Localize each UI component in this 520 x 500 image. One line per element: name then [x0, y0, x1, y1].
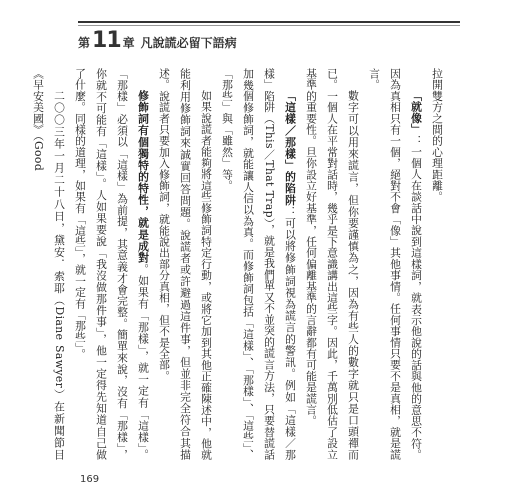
header-rule-thin — [78, 25, 460, 26]
paragraph-1-text: 拉開雙方之間的心理距離。 — [431, 68, 444, 203]
chapter-prefix: 第 — [78, 36, 91, 50]
paragraph-4-text: ：可以將修飾詞視為謊言的警訊。例如「這樣／那樣」陷阱（This／That Trap），就是我們單又不並突的謊言方法，只要替謊話加幾個修飾詞，就能讓人信以為真。而修飾詞包括「這樣」、「那樣」、「這些」、「那些」與「雖然」等。 — [221, 68, 297, 460]
paragraph-5 — [154, 68, 217, 460]
paragraph-6 — [70, 68, 154, 460]
paragraph-3-text: 數字可以用來謊言，但你要謹慎為之，因為有些人的數字就只是口頭禪而已。一個人在平常對話時，幾乎是下意識講出這些字。因此，千萬別低估了設立基準的重要性。旦你設立好基準，任何偏離基準的言辭都有可能是謊言。 — [305, 68, 360, 460]
header-rule — [78, 21, 460, 23]
chapter-number: 11 — [92, 28, 121, 53]
paragraph-6-text: 。如果有「那樣」，就一定有「這樣」。「那樣」必須以「這樣」為前提，其意義才會完整。簡單來說，沒有「那樣」，你就不可能有「這樣」。人如果要說「我沒做那件事」，他一定得先知道自己做了什麼。同樣的道理，如果有「這些」，就一定有「那些」。 — [74, 68, 150, 460]
paragraph-4 — [217, 68, 301, 460]
paragraph-3 — [301, 68, 364, 460]
body-text — [32, 68, 448, 460]
paragraph-2-lead: 「就像」 — [410, 89, 423, 135]
paragraph-2 — [364, 68, 427, 460]
page-number: 169 — [80, 474, 100, 485]
paragraph-1 — [427, 68, 448, 460]
paragraph-7 — [28, 68, 70, 460]
paragraph-7-text: 二〇〇三年一月二十八日，黛安．索耶（Diane Sawyer）在新聞節目《早安美國》（Good — [32, 68, 66, 460]
paragraph-2-text: ：一個人在談話中說到這樣詞，就表示他說的話與他的意思不符。因為真相只有一個，絕對不會「像」其他事情。任何事情只要不是真相，就是謊言。 — [368, 68, 423, 460]
paragraph-6-lead: 修飾詞有個獨特的特性，就是成對 — [137, 89, 150, 264]
chapter-title: 凡說謊必留下語病 — [140, 36, 237, 50]
chapter-suffix: 章 — [122, 36, 135, 50]
running-head — [78, 28, 237, 53]
paragraph-4-lead: 「這樣／那樣」的陷阱 — [284, 89, 297, 206]
paragraph-5-text: 如果說謊者能夠將這些修飾詞特定行動，或將它加到其他正確陳述中，他就能利用修飾詞來誠實回答問題。說謊者或許避過這件事，但並非完全符合其描述。說謊者只要加入修飾詞，就能說出部分真相，但不是全部。 — [158, 68, 213, 460]
